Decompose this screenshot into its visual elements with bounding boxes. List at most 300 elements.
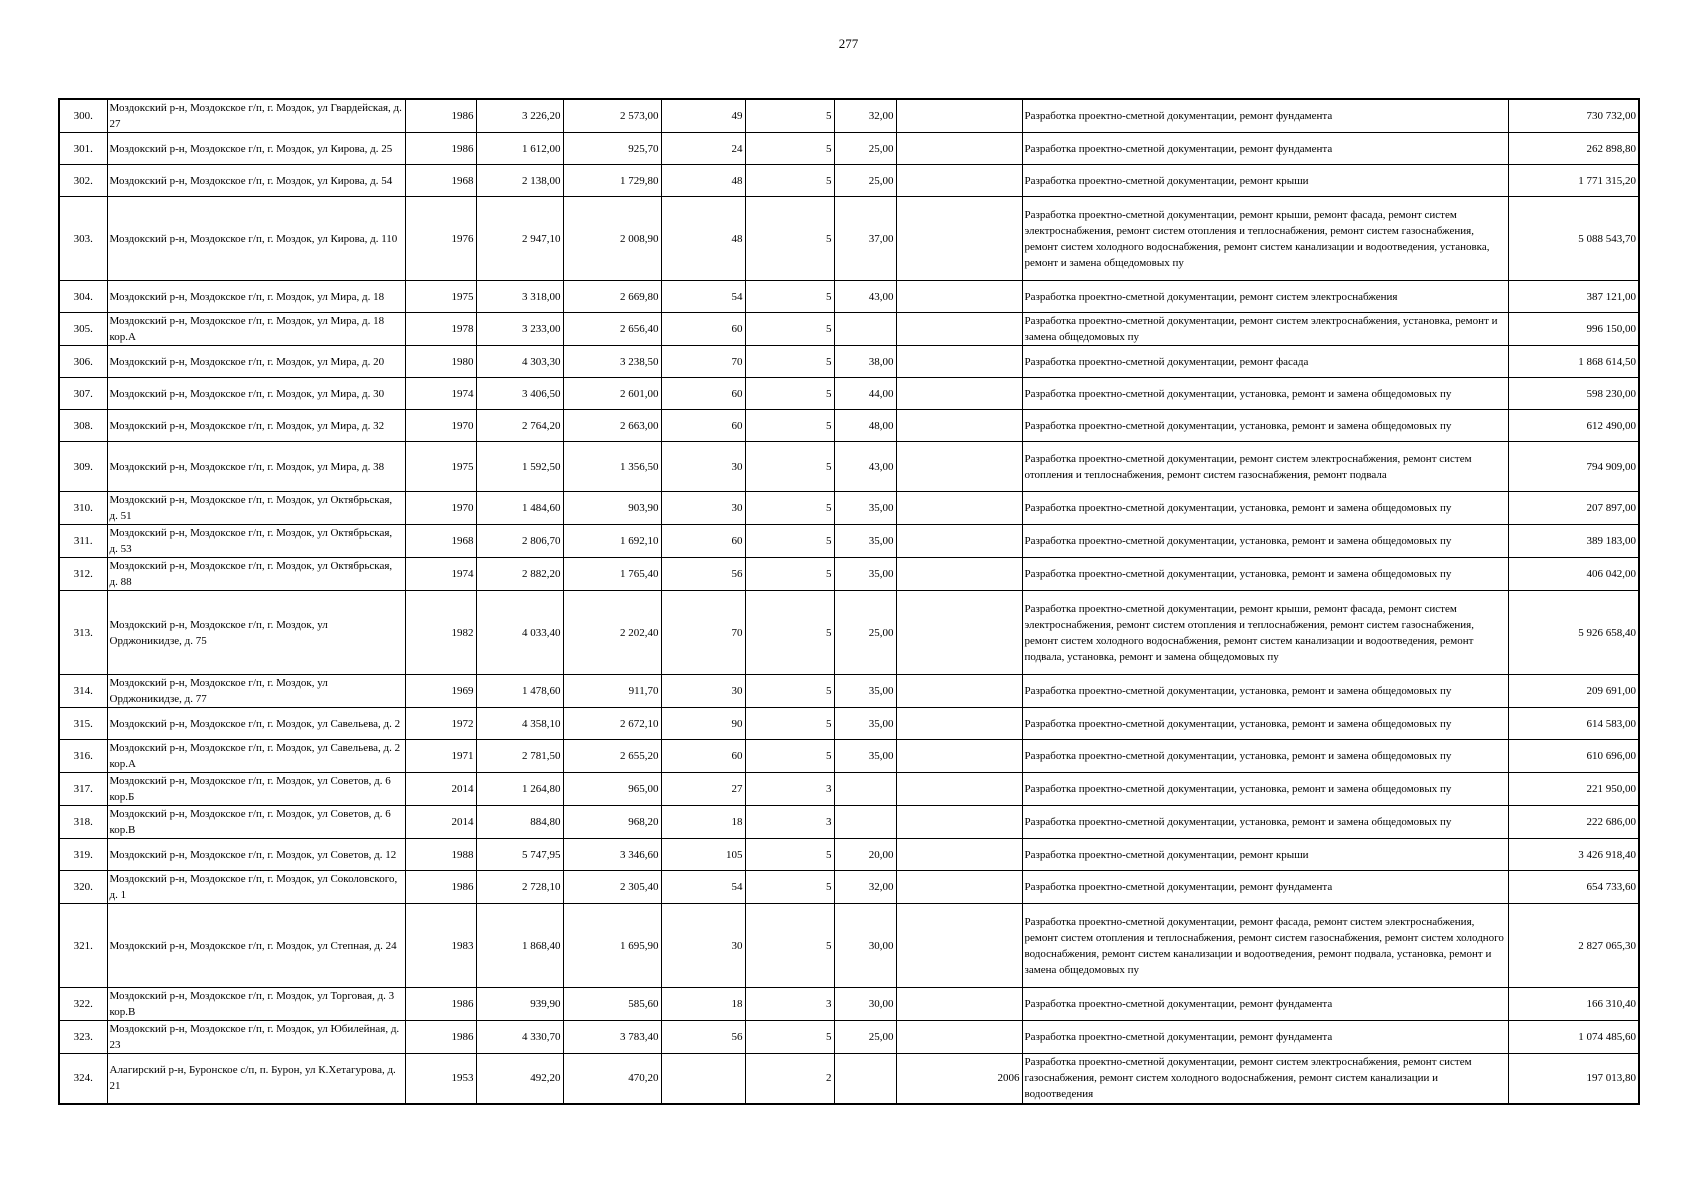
total-area-cell: 4 303,30	[476, 346, 563, 378]
cost-cell: 387 121,00	[1508, 281, 1639, 313]
table-row	[59, 773, 1639, 806]
last-repair-cell	[896, 839, 1022, 871]
living-area-cell: 2 663,00	[563, 410, 661, 442]
residents-cell: 70	[661, 591, 745, 675]
year-cell: 1986	[405, 99, 476, 133]
floors-cell: 5	[745, 442, 834, 492]
cost-cell: 730 732,00	[1508, 99, 1639, 133]
total-area-cell: 5 747,95	[476, 839, 563, 871]
address-cell: Моздокский р-н, Моздокское г/п, г. Моздок, ул Кирова, д. 54	[107, 165, 405, 197]
works-cell: Разработка проектно-сметной документации, установка, ремонт и замена общедомовых пу	[1022, 675, 1508, 708]
residents-cell: 30	[661, 904, 745, 988]
living-area-cell: 965,00	[563, 773, 661, 806]
total-area-cell: 492,20	[476, 1054, 563, 1104]
row-number: 310.	[59, 492, 107, 525]
floors-cell: 5	[745, 740, 834, 773]
works-cell: Разработка проектно-сметной документации, установка, ремонт и замена общедомовых пу	[1022, 492, 1508, 525]
cost-cell: 221 950,00	[1508, 773, 1639, 806]
works-cell: Разработка проектно-сметной документации, установка, ремонт и замена общедомовых пу	[1022, 378, 1508, 410]
total-area-cell: 3 226,20	[476, 99, 563, 133]
row-number: 306.	[59, 346, 107, 378]
table-row	[59, 558, 1639, 591]
living-area-cell: 2 656,40	[563, 313, 661, 346]
floors-cell: 5	[745, 133, 834, 165]
floors-cell: 5	[745, 558, 834, 591]
cost-cell: 1 868 614,50	[1508, 346, 1639, 378]
page-number: 277	[838, 36, 859, 51]
wear-cell: 30,00	[834, 904, 896, 988]
address-cell: Моздокский р-н, Моздокское г/п, г. Моздок, ул Кирова, д. 110	[107, 197, 405, 281]
year-cell: 1972	[405, 708, 476, 740]
residents-cell: 60	[661, 378, 745, 410]
year-cell: 2014	[405, 773, 476, 806]
row-number: 301.	[59, 133, 107, 165]
last-repair-cell	[896, 675, 1022, 708]
total-area-cell: 3 233,00	[476, 313, 563, 346]
floors-cell: 5	[745, 675, 834, 708]
table-body	[59, 99, 1639, 1104]
year-cell: 1969	[405, 675, 476, 708]
floors-cell: 3	[745, 806, 834, 839]
wear-cell: 43,00	[834, 442, 896, 492]
address-cell: Моздокский р-н, Моздокское г/п, г. Моздок, ул Октябрьская, д. 88	[107, 558, 405, 591]
table-row	[59, 1054, 1639, 1104]
total-area-cell: 2 764,20	[476, 410, 563, 442]
address-cell: Алагирский р-н, Буронское с/п, п. Бурон, ул К.Хетагурова, д. 21	[107, 1054, 405, 1104]
residents-cell: 48	[661, 165, 745, 197]
year-cell: 1968	[405, 165, 476, 197]
wear-cell: 32,00	[834, 99, 896, 133]
last-repair-cell	[896, 378, 1022, 410]
cost-cell: 389 183,00	[1508, 525, 1639, 558]
last-repair-cell	[896, 99, 1022, 133]
last-repair-cell	[896, 346, 1022, 378]
wear-cell: 44,00	[834, 378, 896, 410]
floors-cell: 5	[745, 904, 834, 988]
row-number: 307.	[59, 378, 107, 410]
cost-cell: 1 074 485,60	[1508, 1021, 1639, 1054]
works-cell: Разработка проектно-сметной документации, установка, ремонт и замена общедомовых пу	[1022, 806, 1508, 839]
wear-cell	[834, 773, 896, 806]
wear-cell: 35,00	[834, 675, 896, 708]
living-area-cell: 2 573,00	[563, 99, 661, 133]
works-cell: Разработка проектно-сметной документации, установка, ремонт и замена общедомовых пу	[1022, 740, 1508, 773]
residents-cell: 70	[661, 346, 745, 378]
total-area-cell: 3 406,50	[476, 378, 563, 410]
cost-cell: 614 583,00	[1508, 708, 1639, 740]
floors-cell: 5	[745, 281, 834, 313]
wear-cell: 30,00	[834, 988, 896, 1021]
floors-cell: 5	[745, 313, 834, 346]
works-cell: Разработка проектно-сметной документации, ремонт крыши	[1022, 165, 1508, 197]
residents-cell: 54	[661, 281, 745, 313]
table-row	[59, 133, 1639, 165]
residents-cell: 49	[661, 99, 745, 133]
floors-cell: 5	[745, 591, 834, 675]
living-area-cell: 2 669,80	[563, 281, 661, 313]
cost-cell: 2 827 065,30	[1508, 904, 1639, 988]
year-cell: 1975	[405, 281, 476, 313]
row-number: 302.	[59, 165, 107, 197]
residents-cell	[661, 1054, 745, 1104]
floors-cell: 5	[745, 346, 834, 378]
year-cell: 1986	[405, 871, 476, 904]
residents-cell: 105	[661, 839, 745, 871]
address-cell: Моздокский р-н, Моздокское г/п, г. Моздок, ул Орджоникидзе, д. 77	[107, 675, 405, 708]
works-cell: Разработка проектно-сметной документации, ремонт систем электроснабжения	[1022, 281, 1508, 313]
wear-cell	[834, 1054, 896, 1104]
row-number: 313.	[59, 591, 107, 675]
floors-cell: 5	[745, 708, 834, 740]
address-cell: Моздокский р-н, Моздокское г/п, г. Моздок, ул Мира, д. 18 кор.А	[107, 313, 405, 346]
address-cell: Моздокский р-н, Моздокское г/п, г. Моздок, ул Советов, д. 12	[107, 839, 405, 871]
row-number: 317.	[59, 773, 107, 806]
address-cell: Моздокский р-н, Моздокское г/п, г. Моздок, ул Советов, д. 6 кор.В	[107, 806, 405, 839]
floors-cell: 2	[745, 1054, 834, 1104]
wear-cell	[834, 806, 896, 839]
wear-cell: 35,00	[834, 708, 896, 740]
row-number: 305.	[59, 313, 107, 346]
wear-cell: 35,00	[834, 740, 896, 773]
table-row	[59, 197, 1639, 281]
total-area-cell: 4 033,40	[476, 591, 563, 675]
cost-cell: 3 426 918,40	[1508, 839, 1639, 871]
row-number: 303.	[59, 197, 107, 281]
table-row	[59, 99, 1639, 133]
wear-cell: 43,00	[834, 281, 896, 313]
table-row	[59, 313, 1639, 346]
floors-cell: 5	[745, 165, 834, 197]
works-cell: Разработка проектно-сметной документации, ремонт крыши, ремонт фасада, ремонт систем электроснабжения, ремонт систем отопления и теплоснабжения, ремонт систем газоснабжения, ремонт систем холодного водоснабжения, ремонт систем канализации и водоотведения, установка, ремонт и замена общедомовых пу	[1022, 197, 1508, 281]
cost-cell: 612 490,00	[1508, 410, 1639, 442]
cost-cell: 209 691,00	[1508, 675, 1639, 708]
last-repair-cell: 2006	[896, 1054, 1022, 1104]
residents-cell: 48	[661, 197, 745, 281]
year-cell: 1975	[405, 442, 476, 492]
living-area-cell: 1 729,80	[563, 165, 661, 197]
row-number: 311.	[59, 525, 107, 558]
works-cell: Разработка проектно-сметной документации, установка, ремонт и замена общедомовых пу	[1022, 773, 1508, 806]
year-cell: 1970	[405, 492, 476, 525]
table-row	[59, 871, 1639, 904]
wear-cell: 38,00	[834, 346, 896, 378]
year-cell: 1980	[405, 346, 476, 378]
table-row	[59, 525, 1639, 558]
row-number: 304.	[59, 281, 107, 313]
year-cell: 1974	[405, 558, 476, 591]
cost-cell: 5 088 543,70	[1508, 197, 1639, 281]
address-cell: Моздокский р-н, Моздокское г/п, г. Моздок, ул Мира, д. 20	[107, 346, 405, 378]
row-number: 319.	[59, 839, 107, 871]
floors-cell: 5	[745, 839, 834, 871]
last-repair-cell	[896, 773, 1022, 806]
year-cell: 1988	[405, 839, 476, 871]
living-area-cell: 585,60	[563, 988, 661, 1021]
table-row	[59, 591, 1639, 675]
total-area-cell: 2 806,70	[476, 525, 563, 558]
wear-cell: 25,00	[834, 133, 896, 165]
row-number: 308.	[59, 410, 107, 442]
year-cell: 1971	[405, 740, 476, 773]
living-area-cell: 1 692,10	[563, 525, 661, 558]
total-area-cell: 4 358,10	[476, 708, 563, 740]
works-cell: Разработка проектно-сметной документации, установка, ремонт и замена общедомовых пу	[1022, 708, 1508, 740]
table-row	[59, 988, 1639, 1021]
floors-cell: 5	[745, 197, 834, 281]
address-cell: Моздокский р-н, Моздокское г/п, г. Моздок, ул Торговая, д. 3 кор.В	[107, 988, 405, 1021]
address-cell: Моздокский р-н, Моздокское г/п, г. Моздок, ул Мира, д. 38	[107, 442, 405, 492]
last-repair-cell	[896, 806, 1022, 839]
cost-cell: 262 898,80	[1508, 133, 1639, 165]
works-cell: Разработка проектно-сметной документации, ремонт систем электроснабжения, ремонт систем отопления и теплоснабжения, ремонт систем газоснабжения, ремонт подвала	[1022, 442, 1508, 492]
table-row	[59, 492, 1639, 525]
table-row	[59, 806, 1639, 839]
works-cell: Разработка проектно-сметной документации, ремонт систем электроснабжения, установка, ремонт и замена общедомовых пу	[1022, 313, 1508, 346]
table-row	[59, 378, 1639, 410]
total-area-cell: 2 138,00	[476, 165, 563, 197]
living-area-cell: 470,20	[563, 1054, 661, 1104]
cost-cell: 5 926 658,40	[1508, 591, 1639, 675]
row-number: 309.	[59, 442, 107, 492]
row-number: 300.	[59, 99, 107, 133]
works-cell: Разработка проектно-сметной документации, ремонт систем электроснабжения, ремонт систем газоснабжения, ремонт систем холодного водоснабжения, ремонт систем канализации и водоотведения	[1022, 1054, 1508, 1104]
year-cell: 1970	[405, 410, 476, 442]
cost-cell: 654 733,60	[1508, 871, 1639, 904]
year-cell: 1982	[405, 591, 476, 675]
cost-cell: 794 909,00	[1508, 442, 1639, 492]
residents-cell: 18	[661, 988, 745, 1021]
table-row	[59, 708, 1639, 740]
row-number: 314.	[59, 675, 107, 708]
floors-cell: 5	[745, 1021, 834, 1054]
last-repair-cell	[896, 558, 1022, 591]
row-number: 322.	[59, 988, 107, 1021]
residents-cell: 60	[661, 740, 745, 773]
address-cell: Моздокский р-н, Моздокское г/п, г. Моздок, ул Орджоникидзе, д. 75	[107, 591, 405, 675]
total-area-cell: 1 478,60	[476, 675, 563, 708]
works-cell: Разработка проектно-сметной документации, ремонт фундамента	[1022, 871, 1508, 904]
address-cell: Моздокский р-н, Моздокское г/п, г. Моздок, ул Октябрьская, д. 51	[107, 492, 405, 525]
row-number: 318.	[59, 806, 107, 839]
cost-cell: 197 013,80	[1508, 1054, 1639, 1104]
address-cell: Моздокский р-н, Моздокское г/п, г. Моздок, ул Степная, д. 24	[107, 904, 405, 988]
living-area-cell: 2 672,10	[563, 708, 661, 740]
living-area-cell: 968,20	[563, 806, 661, 839]
cost-cell: 207 897,00	[1508, 492, 1639, 525]
residents-cell: 30	[661, 675, 745, 708]
works-cell: Разработка проектно-сметной документации, ремонт фасада, ремонт систем электроснабжения, ремонт систем отопления и теплоснабжения, ремонт систем газоснабжения, ремонт систем холодного водоснабжения, ремонт систем канализации и водоотведения, ремонт подвала, установка, ремонт и замена общедомовых пу	[1022, 904, 1508, 988]
works-cell: Разработка проектно-сметной документации, установка, ремонт и замена общедомовых пу	[1022, 525, 1508, 558]
total-area-cell: 1 484,60	[476, 492, 563, 525]
cost-cell: 996 150,00	[1508, 313, 1639, 346]
year-cell: 1978	[405, 313, 476, 346]
last-repair-cell	[896, 591, 1022, 675]
floors-cell: 5	[745, 492, 834, 525]
last-repair-cell	[896, 740, 1022, 773]
residents-cell: 54	[661, 871, 745, 904]
living-area-cell: 3 783,40	[563, 1021, 661, 1054]
wear-cell: 37,00	[834, 197, 896, 281]
total-area-cell: 3 318,00	[476, 281, 563, 313]
works-cell: Разработка проектно-сметной документации, установка, ремонт и замена общедомовых пу	[1022, 410, 1508, 442]
total-area-cell: 1 612,00	[476, 133, 563, 165]
residents-cell: 56	[661, 558, 745, 591]
last-repair-cell	[896, 281, 1022, 313]
total-area-cell: 1 264,80	[476, 773, 563, 806]
year-cell: 1968	[405, 525, 476, 558]
wear-cell	[834, 313, 896, 346]
wear-cell: 25,00	[834, 591, 896, 675]
table-row	[59, 839, 1639, 871]
last-repair-cell	[896, 904, 1022, 988]
floors-cell: 5	[745, 378, 834, 410]
total-area-cell: 2 947,10	[476, 197, 563, 281]
year-cell: 1983	[405, 904, 476, 988]
row-number: 320.	[59, 871, 107, 904]
address-cell: Моздокский р-н, Моздокское г/п, г. Моздок, ул Мира, д. 32	[107, 410, 405, 442]
table-row	[59, 675, 1639, 708]
cost-cell: 166 310,40	[1508, 988, 1639, 1021]
last-repair-cell	[896, 525, 1022, 558]
address-cell: Моздокский р-н, Моздокское г/п, г. Моздок, ул Савельева, д. 2 кор.А	[107, 740, 405, 773]
total-area-cell: 1 592,50	[476, 442, 563, 492]
table-row	[59, 346, 1639, 378]
address-cell: Моздокский р-н, Моздокское г/п, г. Моздок, ул Юбилейная, д. 23	[107, 1021, 405, 1054]
total-area-cell: 884,80	[476, 806, 563, 839]
table-row	[59, 281, 1639, 313]
wear-cell: 32,00	[834, 871, 896, 904]
year-cell: 2014	[405, 806, 476, 839]
works-cell: Разработка проектно-сметной документации, установка, ремонт и замена общедомовых пу	[1022, 558, 1508, 591]
cost-cell: 610 696,00	[1508, 740, 1639, 773]
table-row	[59, 904, 1639, 988]
total-area-cell: 4 330,70	[476, 1021, 563, 1054]
row-number: 316.	[59, 740, 107, 773]
cost-cell: 222 686,00	[1508, 806, 1639, 839]
wear-cell: 35,00	[834, 558, 896, 591]
wear-cell: 48,00	[834, 410, 896, 442]
living-area-cell: 1 695,90	[563, 904, 661, 988]
last-repair-cell	[896, 1021, 1022, 1054]
wear-cell: 20,00	[834, 839, 896, 871]
table-row	[59, 1021, 1639, 1054]
residents-cell: 60	[661, 313, 745, 346]
wear-cell: 25,00	[834, 1021, 896, 1054]
table-row	[59, 740, 1639, 773]
total-area-cell: 2 728,10	[476, 871, 563, 904]
floors-cell: 5	[745, 871, 834, 904]
address-cell: Моздокский р-н, Моздокское г/п, г. Моздок, ул Мира, д. 18	[107, 281, 405, 313]
wear-cell: 35,00	[834, 525, 896, 558]
floors-cell: 5	[745, 410, 834, 442]
residents-cell: 56	[661, 1021, 745, 1054]
cost-cell: 406 042,00	[1508, 558, 1639, 591]
living-area-cell: 1 765,40	[563, 558, 661, 591]
living-area-cell: 3 238,50	[563, 346, 661, 378]
cost-cell: 598 230,00	[1508, 378, 1639, 410]
last-repair-cell	[896, 988, 1022, 1021]
residents-cell: 90	[661, 708, 745, 740]
row-number: 324.	[59, 1054, 107, 1104]
residents-cell: 30	[661, 492, 745, 525]
year-cell: 1953	[405, 1054, 476, 1104]
floors-cell: 3	[745, 773, 834, 806]
last-repair-cell	[896, 442, 1022, 492]
works-cell: Разработка проектно-сметной документации, ремонт фундамента	[1022, 99, 1508, 133]
last-repair-cell	[896, 708, 1022, 740]
row-number: 323.	[59, 1021, 107, 1054]
address-cell: Моздокский р-н, Моздокское г/п, г. Моздок, ул Соколовского, д. 1	[107, 871, 405, 904]
last-repair-cell	[896, 165, 1022, 197]
row-number: 315.	[59, 708, 107, 740]
last-repair-cell	[896, 871, 1022, 904]
works-cell: Разработка проектно-сметной документации, ремонт крыши, ремонт фасада, ремонт систем электроснабжения, ремонт систем отопления и теплоснабжения, ремонт систем газоснабжения, ремонт систем холодного водоснабжения, ремонт систем канализации и водоотведения, ремонт подвала, установка, ремонт и замена общедомовых пу	[1022, 591, 1508, 675]
address-cell: Моздокский р-н, Моздокское г/п, г. Моздок, ул Гвардейская, д. 27	[107, 99, 405, 133]
year-cell: 1986	[405, 133, 476, 165]
last-repair-cell	[896, 197, 1022, 281]
total-area-cell: 1 868,40	[476, 904, 563, 988]
year-cell: 1976	[405, 197, 476, 281]
residents-cell: 60	[661, 410, 745, 442]
cost-cell: 1 771 315,20	[1508, 165, 1639, 197]
living-area-cell: 2 655,20	[563, 740, 661, 773]
last-repair-cell	[896, 492, 1022, 525]
living-area-cell: 2 601,00	[563, 378, 661, 410]
residents-cell: 30	[661, 442, 745, 492]
total-area-cell: 2 882,20	[476, 558, 563, 591]
residents-cell: 18	[661, 806, 745, 839]
address-cell: Моздокский р-н, Моздокское г/п, г. Моздок, ул Кирова, д. 25	[107, 133, 405, 165]
living-area-cell: 911,70	[563, 675, 661, 708]
residents-cell: 24	[661, 133, 745, 165]
residents-cell: 60	[661, 525, 745, 558]
year-cell: 1974	[405, 378, 476, 410]
table-row	[59, 442, 1639, 492]
living-area-cell: 3 346,60	[563, 839, 661, 871]
floors-cell: 5	[745, 525, 834, 558]
last-repair-cell	[896, 410, 1022, 442]
row-number: 321.	[59, 904, 107, 988]
wear-cell: 35,00	[834, 492, 896, 525]
year-cell: 1986	[405, 1021, 476, 1054]
living-area-cell: 1 356,50	[563, 442, 661, 492]
last-repair-cell	[896, 133, 1022, 165]
total-area-cell: 2 781,50	[476, 740, 563, 773]
wear-cell: 25,00	[834, 165, 896, 197]
works-cell: Разработка проектно-сметной документации, ремонт фундамента	[1022, 988, 1508, 1021]
works-cell: Разработка проектно-сметной документации, ремонт фасада	[1022, 346, 1508, 378]
works-cell: Разработка проектно-сметной документации, ремонт крыши	[1022, 839, 1508, 871]
table-row	[59, 410, 1639, 442]
building-registry-table	[58, 98, 1640, 1105]
address-cell: Моздокский р-н, Моздокское г/п, г. Моздок, ул Мира, д. 30	[107, 378, 405, 410]
living-area-cell: 925,70	[563, 133, 661, 165]
last-repair-cell	[896, 313, 1022, 346]
year-cell: 1986	[405, 988, 476, 1021]
floors-cell: 5	[745, 99, 834, 133]
table-row	[59, 165, 1639, 197]
living-area-cell: 2 305,40	[563, 871, 661, 904]
living-area-cell: 2 202,40	[563, 591, 661, 675]
works-cell: Разработка проектно-сметной документации, ремонт фундамента	[1022, 133, 1508, 165]
address-cell: Моздокский р-н, Моздокское г/п, г. Моздок, ул Советов, д. 6 кор.Б	[107, 773, 405, 806]
living-area-cell: 903,90	[563, 492, 661, 525]
residents-cell: 27	[661, 773, 745, 806]
works-cell: Разработка проектно-сметной документации, ремонт фундамента	[1022, 1021, 1508, 1054]
floors-cell: 3	[745, 988, 834, 1021]
living-area-cell: 2 008,90	[563, 197, 661, 281]
row-number: 312.	[59, 558, 107, 591]
